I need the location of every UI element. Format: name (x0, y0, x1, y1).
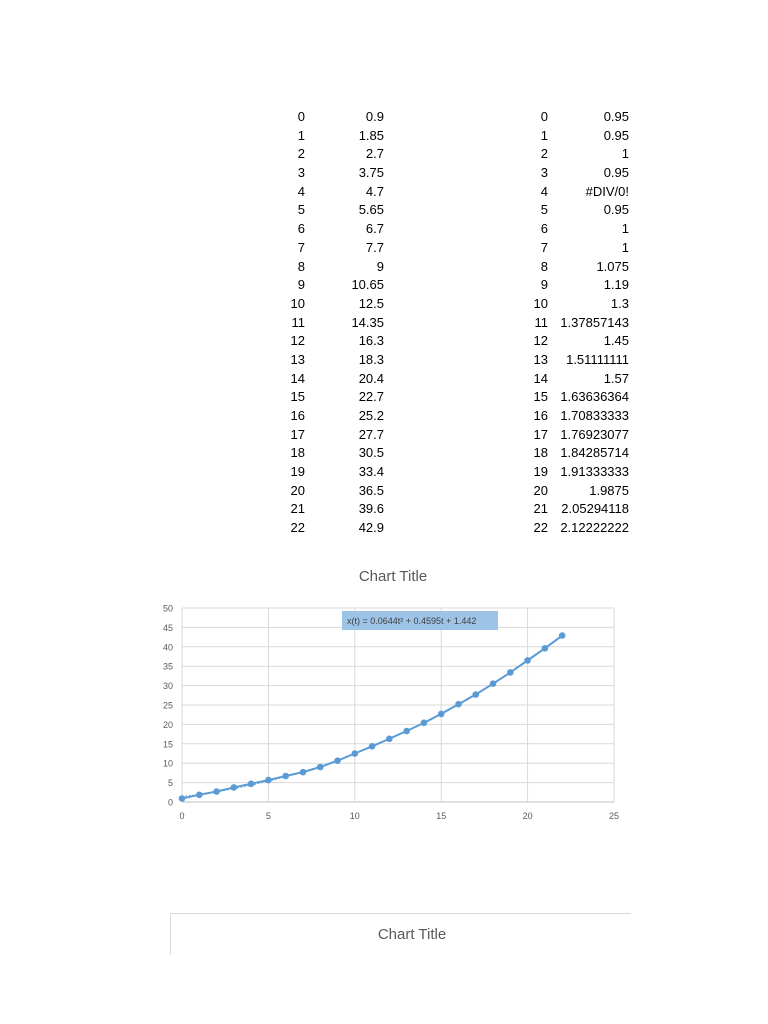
table-row (520, 351, 635, 370)
table-cell-value[interactable]: 36.5 (358, 482, 384, 498)
table-cell-value[interactable]: 2.7 (365, 146, 384, 162)
table-cell-value[interactable]: 1 (621, 146, 629, 162)
table-cell-value[interactable]: 25.2 (358, 408, 384, 423)
data-point (455, 701, 462, 708)
table-cell-index[interactable]: 11 (534, 314, 548, 330)
data-table-left (280, 108, 390, 538)
y-tick-label: 35 (162, 661, 173, 672)
table-cell-index[interactable]: 10 (290, 295, 305, 311)
y-tick-label: 20 (162, 719, 173, 730)
data-point (265, 777, 272, 784)
table-cell-value[interactable]: 1.76923077 (560, 426, 629, 442)
table-cell-value[interactable]: 18.3 (358, 351, 384, 367)
table-cell-index[interactable]: 4 (540, 183, 548, 199)
table-cell-index[interactable]: 19 (290, 464, 305, 480)
data-point (507, 669, 514, 676)
table-row (520, 276, 635, 295)
table-row (280, 426, 390, 445)
table-row (520, 201, 635, 220)
table-row (520, 407, 635, 426)
y-tick-label: 10 (162, 758, 173, 769)
table-row (520, 444, 635, 463)
table-cell-index[interactable]: 9 (297, 277, 305, 293)
table-cell-index[interactable]: 13 (533, 351, 548, 367)
table-row (520, 314, 635, 333)
table-cell-value[interactable]: 1.91333333 (560, 464, 629, 480)
data-point (438, 711, 445, 718)
data-point (317, 764, 324, 771)
table-row (280, 463, 390, 482)
table-row (280, 500, 390, 519)
table-cell-value[interactable]: 3.75 (358, 165, 384, 181)
scatter-chart[interactable] (150, 598, 630, 830)
table-cell-value[interactable]: 33.4 (358, 464, 384, 480)
table-cell-value[interactable]: 1.37857143 (560, 314, 629, 330)
table-cell-value[interactable]: 14.35 (351, 314, 384, 330)
table-cell-value[interactable]: 1.45 (603, 333, 629, 349)
table-cell-index[interactable]: 6 (540, 221, 548, 237)
table-row (520, 500, 635, 519)
table-row (280, 519, 390, 538)
data-point (559, 632, 566, 639)
table-row (520, 332, 635, 351)
table-cell-index[interactable]: 6 (297, 221, 305, 237)
table-cell-value[interactable]: 0.9 (365, 109, 384, 124)
data-point (300, 769, 307, 776)
table-cell-index[interactable]: 5 (540, 202, 548, 218)
table-cell-value[interactable]: 6.7 (365, 221, 384, 237)
table-cell-index[interactable]: 22 (533, 520, 548, 536)
table-cell-value[interactable]: 42.9 (358, 520, 384, 536)
table-cell-value[interactable]: 1.70833333 (560, 408, 629, 423)
table-cell-index[interactable]: 13 (290, 351, 305, 367)
data-point (213, 788, 220, 795)
table-row (520, 295, 635, 314)
table-cell-value[interactable]: 27.7 (358, 426, 384, 442)
x-tick-label: 15 (436, 811, 447, 821)
table-cell-index[interactable]: 16 (533, 408, 548, 423)
table-cell-index[interactable]: 4 (297, 183, 305, 199)
table-cell-index[interactable]: 7 (540, 239, 548, 255)
table-cell-index[interactable]: 10 (533, 295, 548, 311)
table-cell-value[interactable]: 2.05294118 (561, 501, 629, 517)
table-cell-value[interactable]: 1 (621, 221, 629, 237)
data-point (369, 743, 376, 750)
table-cell-index[interactable]: 8 (540, 258, 548, 274)
table-row (520, 239, 635, 258)
table-row (280, 351, 390, 370)
table-row (280, 407, 390, 426)
table-cell-value[interactable]: 1.3 (610, 295, 629, 311)
trendline-label: x(t) = 0.0644t² + 0.4595t + 1.442 (347, 616, 477, 626)
table-cell-value[interactable]: 1.63636364 (560, 389, 629, 405)
x-tick-label: 20 (522, 811, 533, 821)
table-cell-value[interactable]: 0.95 (603, 127, 629, 143)
table-cell-index[interactable]: 11 (291, 314, 305, 330)
table-cell-index[interactable]: 0 (540, 109, 548, 124)
table-cell-value[interactable]: 1.51111111 (566, 351, 629, 367)
y-tick-label: 45 (162, 622, 173, 633)
table-cell-value[interactable]: 1.85 (358, 127, 384, 143)
table-row (520, 145, 635, 164)
table-cell-value[interactable]: 1 (621, 239, 629, 255)
table-row (280, 258, 390, 277)
table-cell-index[interactable]: 21 (290, 501, 305, 517)
table-cell-index[interactable]: 2 (540, 146, 548, 162)
table-cell-value[interactable]: 7.7 (365, 239, 384, 255)
table-row (520, 388, 635, 407)
table-cell-index[interactable]: 22 (290, 520, 305, 536)
table-cell-index[interactable]: 1 (540, 127, 548, 143)
table-row (520, 463, 635, 482)
table-row (520, 183, 635, 202)
table-row (280, 482, 390, 501)
table-row (280, 332, 390, 351)
data-point (542, 645, 549, 652)
table-row (280, 239, 390, 258)
table-cell-value[interactable]: 1.84285714 (560, 445, 629, 461)
table-row (280, 295, 390, 314)
table-cell-index[interactable]: 17 (290, 426, 305, 442)
y-tick-label: 15 (162, 739, 173, 750)
chart-title: Chart Title (358, 568, 428, 585)
table-cell-index[interactable]: 19 (533, 464, 548, 480)
table-row (520, 108, 635, 127)
table-cell-value[interactable]: 1.19 (603, 277, 629, 293)
table-row (520, 482, 635, 501)
table-cell-value[interactable]: 16.3 (358, 333, 384, 349)
data-point (334, 757, 341, 764)
table-cell-index[interactable]: 1 (297, 127, 305, 143)
x-tick-label: 0 (179, 811, 185, 821)
table-cell-value[interactable]: 1.075 (596, 258, 629, 274)
table-cell-value[interactable]: 1.57 (603, 370, 629, 386)
table-row (520, 519, 635, 538)
table-cell-index[interactable]: 18 (533, 445, 548, 461)
table-cell-value[interactable]: 0.95 (603, 165, 629, 181)
table-cell-index[interactable]: 18 (290, 445, 305, 461)
table-cell-index[interactable]: 12 (290, 333, 305, 349)
table-row (280, 444, 390, 463)
table-cell-value[interactable]: 0.95 (603, 202, 629, 218)
table-cell-index[interactable]: 0 (297, 109, 305, 124)
table-row (520, 127, 635, 146)
table-cell-index[interactable]: 9 (540, 277, 548, 293)
table-row (280, 201, 390, 220)
table-cell-value[interactable]: 9 (376, 258, 384, 274)
y-tick-label: 5 (167, 778, 173, 789)
chart-title-second: Chart Title (377, 926, 447, 943)
table-cell-index[interactable]: 7 (297, 239, 305, 255)
table-cell-value[interactable]: #DIV/0! (585, 183, 629, 199)
table-row (280, 127, 390, 146)
table-row (520, 426, 635, 445)
table-cell-index[interactable]: 5 (297, 202, 305, 218)
y-tick-label: 25 (162, 700, 173, 711)
table-cell-index[interactable]: 15 (290, 389, 305, 405)
table-row (520, 220, 635, 239)
data-point (490, 680, 497, 687)
table-row (280, 370, 390, 389)
data-point (421, 720, 428, 727)
table-cell-value[interactable]: 20.4 (358, 370, 384, 386)
x-tick-label: 5 (265, 811, 271, 821)
table-cell-index[interactable]: 2 (297, 146, 305, 162)
series-line (182, 636, 562, 799)
table-cell-value[interactable]: 2.12222222 (560, 520, 629, 536)
data-point (524, 657, 531, 664)
y-tick-label: 50 (162, 603, 173, 614)
table-row (280, 220, 390, 239)
table-cell-index[interactable]: 21 (533, 501, 548, 517)
table-row (520, 258, 635, 277)
data-point (248, 780, 255, 787)
table-row (280, 276, 390, 295)
data-point (282, 773, 289, 780)
table-cell-index[interactable]: 16 (290, 408, 305, 423)
x-tick-label: 25 (608, 811, 620, 821)
table-row (520, 164, 635, 183)
table-cell-value[interactable]: 5.65 (358, 202, 384, 218)
trendline (182, 636, 562, 796)
table-cell-value[interactable]: 39.6 (358, 501, 384, 517)
table-cell-index[interactable]: 3 (297, 165, 305, 181)
table-cell-index[interactable]: 14 (533, 370, 548, 386)
data-point (403, 728, 410, 735)
table-row (280, 145, 390, 164)
table-cell-value[interactable]: 0.95 (603, 109, 629, 124)
data-point (472, 691, 479, 698)
table-cell-index[interactable]: 8 (297, 258, 305, 274)
table-cell-index[interactable]: 20 (533, 482, 548, 498)
data-point (231, 784, 238, 791)
table-cell-index[interactable]: 15 (533, 389, 548, 405)
data-point (352, 750, 359, 757)
y-tick-label: 40 (162, 642, 173, 653)
table-row (280, 183, 390, 202)
data-point (386, 735, 393, 742)
table-cell-index[interactable]: 12 (533, 333, 548, 349)
table-row (280, 108, 390, 127)
table-cell-value[interactable]: 12.5 (358, 295, 384, 311)
table-cell-value[interactable]: 30.5 (358, 445, 384, 461)
data-point (179, 795, 186, 802)
table-row (280, 314, 390, 333)
x-tick-label: 10 (349, 811, 360, 821)
y-tick-label: 0 (167, 797, 173, 808)
table-row (520, 370, 635, 389)
table-cell-value[interactable]: 22.7 (358, 389, 384, 405)
data-table-right (520, 108, 635, 538)
table-row (280, 388, 390, 407)
table-cell-value[interactable]: 10.65 (351, 277, 384, 293)
data-point (196, 792, 203, 799)
table-cell-index[interactable]: 20 (290, 482, 305, 498)
table-cell-value[interactable]: 4.7 (365, 183, 384, 199)
y-tick-label: 30 (162, 681, 173, 692)
table-cell-index[interactable]: 3 (540, 165, 548, 181)
table-row (280, 164, 390, 183)
table-cell-value[interactable]: 1.9875 (589, 482, 629, 498)
table-cell-index[interactable]: 17 (533, 426, 548, 442)
table-cell-index[interactable]: 14 (290, 370, 305, 386)
